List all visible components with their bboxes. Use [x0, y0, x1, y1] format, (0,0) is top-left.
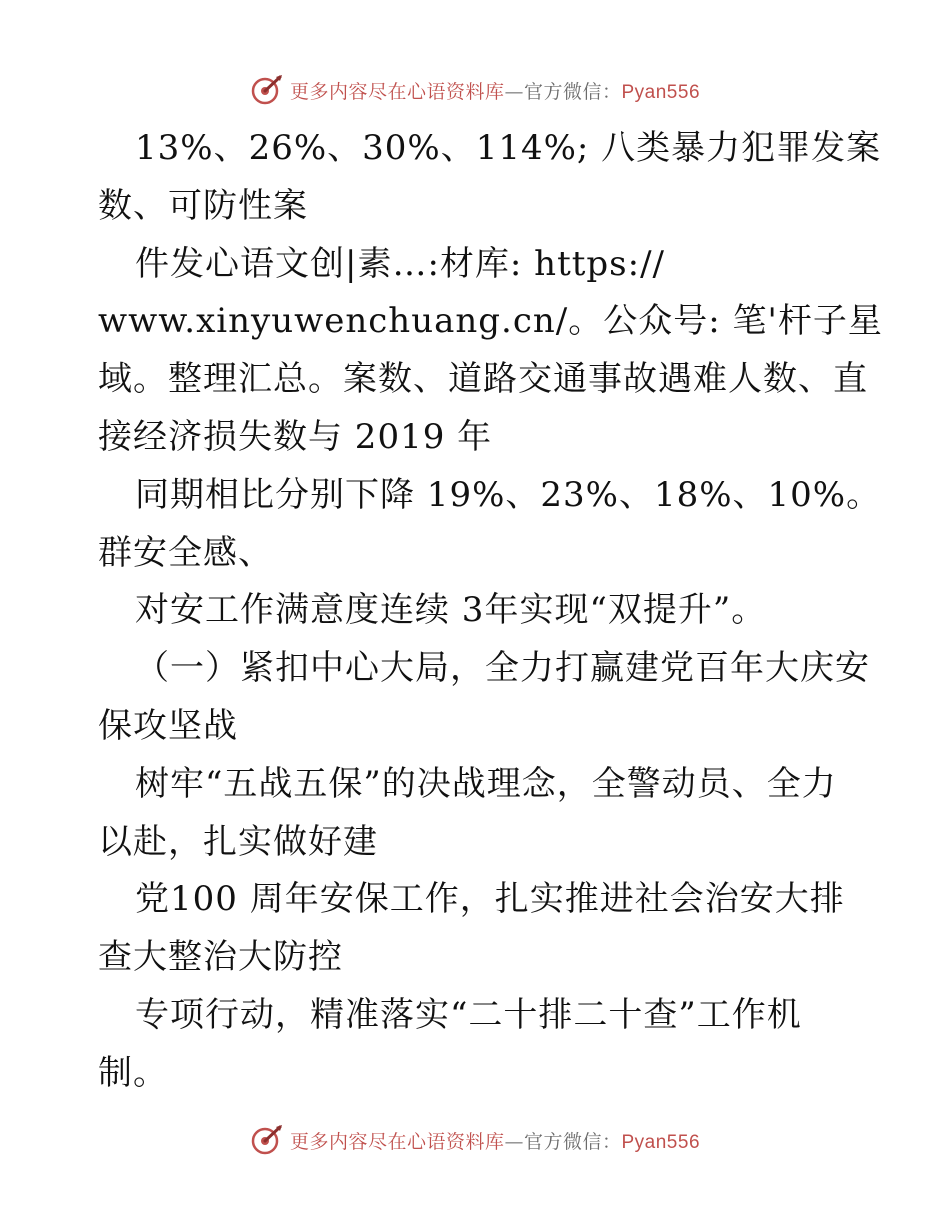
text-line: 群安全感、: [98, 532, 273, 573]
header-banner: [0, 70, 950, 110]
footer-banner: [0, 1120, 950, 1160]
text-line: 域。整理汇总。案数、道路交通事故遇难人数、直: [98, 359, 868, 400]
wechat-id: Pyan556: [621, 81, 701, 103]
wechat-label: 官方微信：: [523, 80, 622, 103]
wechat-id: Pyan556: [621, 1131, 701, 1153]
section-heading-cont: 保攻坚战: [98, 705, 238, 746]
text-line: 13%、26%、30%、114%; 八类暴力犯罪发案: [135, 128, 882, 168]
document-body: [98, 120, 883, 1103]
text-line: 对安工作满意度连续 3年实现“双提升”。: [135, 590, 767, 631]
text-line: 件发心语文创|素…:材库: https://: [135, 243, 665, 284]
banner-text: [290, 77, 700, 104]
banner-text: [290, 1127, 700, 1154]
banner-title: 更多内容尽在心语资料库: [289, 80, 505, 103]
text-line: 制。: [98, 1052, 168, 1093]
banner-separator: —: [504, 1130, 524, 1153]
text-line: www.xinyuwenchuang.cn/。公众号: 笔'杆子星: [98, 301, 883, 342]
text-line: 数、可防性案: [98, 185, 308, 226]
pen-logo-icon: [250, 1123, 284, 1157]
text-line: 接经济损失数与 2019 年: [98, 416, 493, 457]
text-line: 以赴，扎实做好建: [98, 821, 378, 862]
text-line: 党100 周年安保工作，扎实推进社会治安大排: [135, 879, 845, 920]
banner-title: 更多内容尽在心语资料库: [289, 1130, 505, 1153]
text-line: 查大整治大防控: [98, 937, 343, 978]
section-heading: （一）紧扣中心大局，全力打赢建党百年大庆安: [135, 648, 870, 689]
text-line: 树牢“五战五保”的决战理念，全警动员、全力: [135, 763, 837, 804]
pen-logo-icon: [250, 73, 284, 107]
text-line: 同期相比分别下降 19%、23%、18%、10%。: [135, 474, 882, 515]
banner-separator: —: [504, 80, 524, 103]
text-line: 专项行动，精准落实“二十排二十查”工作机: [135, 994, 802, 1035]
wechat-label: 官方微信：: [523, 1130, 622, 1153]
